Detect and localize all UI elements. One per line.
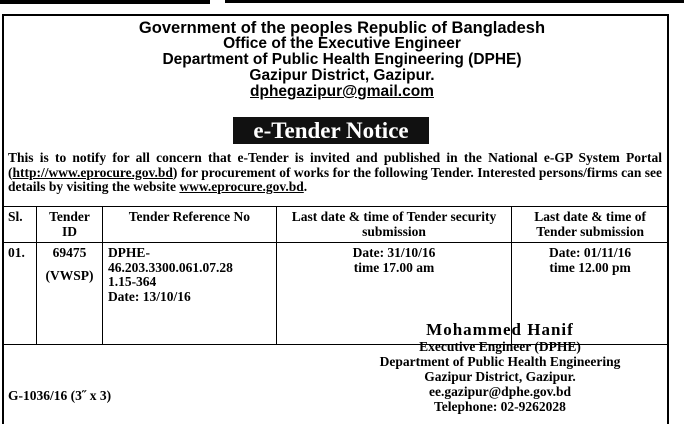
reference-date: Date: 13/10/16 (107, 288, 191, 304)
signatory-telephone: Telephone: 02-9262028 (434, 399, 566, 414)
notice-header (0, 20, 684, 100)
header-office: Office of the Executive Engineer (223, 35, 461, 52)
cell-sl: 01. (3, 243, 37, 345)
signatory-email: ee.gazipur@dphe.gov.bd (429, 384, 571, 399)
header-email: dphegazipur@gmail.com (250, 83, 434, 100)
tender-id-value: 69475 (52, 245, 87, 260)
signatory-designation: Executive Engineer (DPHE) (419, 339, 581, 354)
signatory-district: Gazipur District, Gazipur. (424, 369, 576, 384)
reference-line-1: DPHE- (107, 245, 150, 260)
intro-text-1: This is to notify for all concern that e-Tender is invited and published in the National e-GP System Portal ( (8, 150, 662, 180)
signatory-name: Mohammed Hanif (426, 320, 574, 339)
signatory-department: Department of Public Health Engineering (379, 354, 621, 369)
col-header-security: Last date & time of Tender security submission (276, 207, 511, 243)
submission-time: time 12.00 pm (549, 259, 631, 275)
submission-date: Date: 01/11/16 (549, 245, 632, 260)
col-header-tender-id: Tender ID (36, 207, 102, 243)
top-rule-left (0, 0, 210, 4)
reference-line-3: 1.15-364 (107, 274, 157, 289)
intro-text-3: . (303, 179, 308, 194)
website-link: www.eprocure.gov.bd (179, 179, 304, 194)
notice-title: e-Tender Notice (233, 117, 429, 144)
col-header-reference: Tender Reference No (102, 207, 276, 243)
header-department: Department of Public Health Engineering (DPHE) (162, 51, 522, 68)
col-header-sl: Sl. (3, 207, 37, 243)
intro-text-2: ) for procurement of works for the following Tender. Interested persons/firms can see details by visiting the website (8, 164, 662, 194)
cell-reference (102, 243, 276, 345)
cell-tender-id (36, 243, 102, 345)
intro-paragraph (8, 151, 662, 195)
tender-id-note: (VWSP) (45, 267, 94, 283)
signature-block (300, 321, 684, 414)
security-time: time 17.00 am (353, 259, 435, 275)
portal-link: http://www.eprocure.gov.bd (12, 164, 173, 180)
gazette-code: G-1036/16 (3˝ x 3) (8, 388, 112, 403)
table-header-row (3, 207, 669, 243)
security-date: Date: 31/10/16 (352, 245, 436, 260)
header-district: Gazipur District, Gazipur. (249, 67, 435, 84)
header-government: Government of the peoples Republic of Bangladesh (138, 19, 546, 37)
top-rule-right (225, 0, 684, 3)
reference-line-2: 46.203.3300.061.07.28 (107, 259, 233, 275)
col-header-submission: Last date & time of Tender submission (512, 207, 669, 243)
